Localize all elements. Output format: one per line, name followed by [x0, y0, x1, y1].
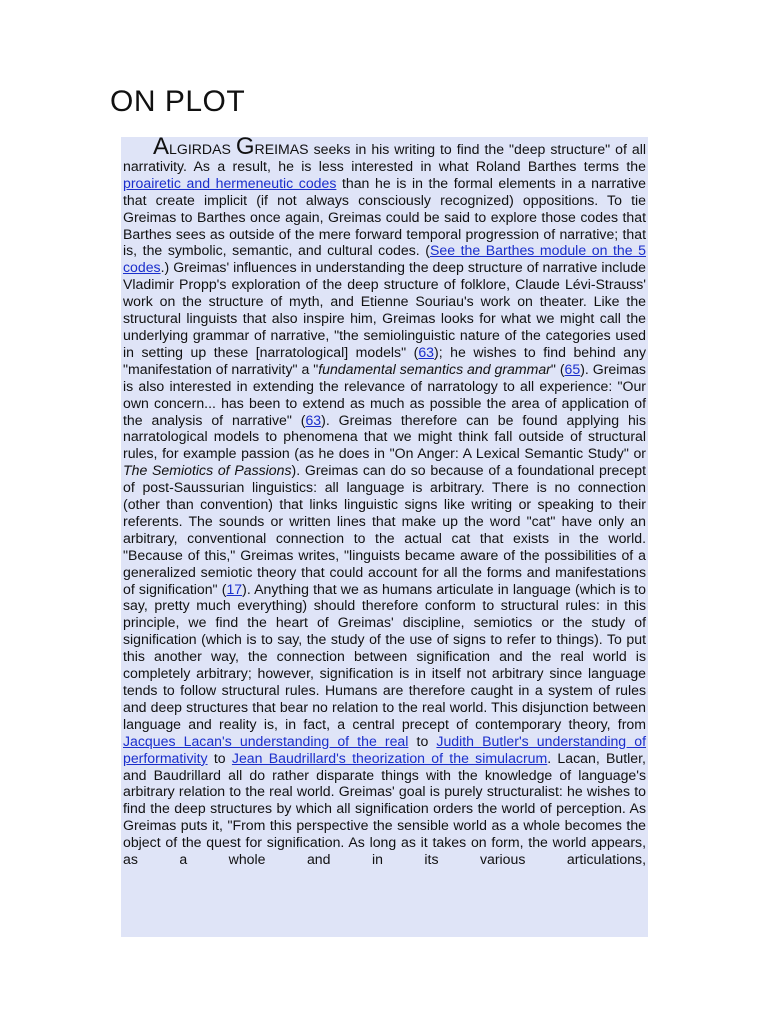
- link-baudrillard-simulacrum[interactable]: Jean Baudrillard's theorization of the simulacrum: [231, 749, 548, 766]
- article-paragraph: [121, 137, 648, 868]
- text-segment: ); he wishes to find behind any "manifestation of narrativity" a ": [123, 343, 646, 377]
- text-segment: ). Greimas can do so because of a foundational precept of post-Saussurian linguistics: all language is arbitrary. There is no connection (other than convention) that links linguistic signs like writing or speaking to their referents. The sounds or written lines that make up the word "cat" have only an arbitrary, conventional connection to the actual cat that exists in the world. "Because of this," Greimas writes, "linguists became aware of the possibilities of a generalized semiotic theory that could account for all the forms and manifestations of signification" (: [123, 462, 646, 597]
- italic-semiotics-of-passions: The Semiotics of Passions: [123, 462, 292, 479]
- link-butler-performativity[interactable]: Judith Butler's understanding of performativity: [123, 732, 647, 766]
- drop-cap-g: G: [235, 137, 255, 160]
- text-segment: ). Anything that we as humans articulate in language (which is to say, pretty much everything) should therefore conform to structural rules: in this principle, we find the heart of Greimas' discipline, semiotics or the study of signification (which is to say, the study of the use of signs to refer to things). To put this another way, the connection between signification and the real world is completely arbitrary; however, signification is in itself not arbitrary since language tends to follow structural rules. Humans are therefore caught in a system of rules and deep structures that bear no relation to the real world. This disjunction between language and reality is, in fact, a central precept of contemporary theory, from: [123, 580, 646, 732]
- text-segment: .) Greimas' influences in understanding the deep structure of narrative include Vladimir Propp's exploration of the deep structure of folklore, Claude Lévi-Strauss' work on the structure of myth, and Etienne Souriau's work on theater. Like the structural linguists that also inspire him, Greimas looks for what we might call the underlying grammar of narrative, "the semiolinguistic nature of the categories used in setting up these [narratological] models" (: [123, 259, 646, 360]
- text-segment: ). Greimas therefore can be found applying his narratological models to phenomena that we might think fall outside of structural rules, for example passion (as he does in "On Anger: A Lexical Semantic Study" or: [123, 411, 646, 462]
- small-caps-greimas: REIMAS: [254, 141, 309, 157]
- text-segment: to: [408, 732, 437, 749]
- article-body: [121, 137, 648, 937]
- text-segment: seeks in his writing to find the "deep structure" of all narrativity. As a result, he is less interested in what Roland Barthes terms the: [123, 141, 646, 174]
- italic-fundamental-semantics: fundamental semantics and grammar: [318, 360, 551, 377]
- text-segment: ). Greimas is also interested in extending the relevance of narratology to all experience: "Our own concern... has been to extend as much as possible the area of application of the analysis of narrative" (: [123, 360, 646, 428]
- link-page-63-second[interactable]: 63: [305, 411, 322, 428]
- text-segment: to: [207, 749, 232, 766]
- text-segment: than he is in the formal elements in a narrative that create implicit (if not always consciously recognized) oppositions. To tie Greimas to Barthes once again, Greimas could be said to explore those codes that Barthes sees as outside of the mere forward temporal progression of narrative; that is, the symbolic, semantic, and cultural codes. (: [123, 174, 646, 259]
- link-page-17[interactable]: 17: [226, 580, 243, 597]
- link-lacan-real[interactable]: Jacques Lacan's understanding of the real: [123, 732, 409, 749]
- drop-cap-a: A: [153, 137, 170, 160]
- link-proairetic-codes[interactable]: proairetic and hermeneutic codes: [123, 174, 337, 191]
- page-title: ON PLOT: [110, 85, 246, 118]
- link-barthes-module[interactable]: See the Barthes module on the 5 codes: [123, 242, 646, 276]
- link-page-63[interactable]: 63: [418, 343, 435, 360]
- text-segment: " (: [550, 360, 565, 377]
- link-page-65[interactable]: 65: [564, 360, 581, 377]
- text-segment: . Lacan, Butler, and Baudrillard all do rather disparate things with the knowledge of language's arbitrary relation to the real world. Greimas' goal is purely structuralist: he wishes to find the deep structures by which all signification orders the world of perception. As Greimas puts it, "From this perspective the sensible world as a whole becomes the object of the quest for signification. As long as it takes on form, the world appears, as a whole and in its various articulations,: [123, 749, 646, 868]
- small-caps-algirdas: LGIRDAS: [169, 141, 236, 157]
